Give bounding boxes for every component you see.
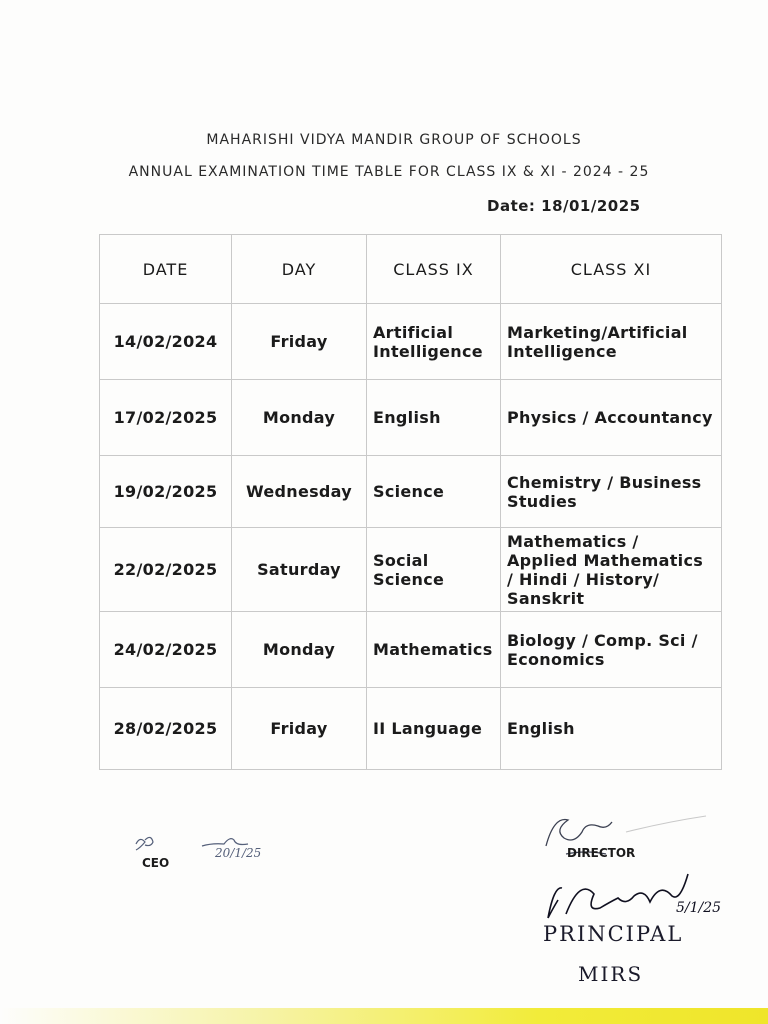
exam-day: Monday [232, 612, 367, 688]
class-xi-subject: Marketing/Artificial Intelligence [501, 304, 722, 380]
document-date: Date: 18/01/2025 [487, 197, 641, 215]
class-ix-subject: Science [367, 456, 501, 528]
exam-date: 22/02/2025 [100, 528, 232, 612]
exam-date: 17/02/2025 [100, 380, 232, 456]
class-xi-subject: Chemistry / Business Studies [501, 456, 722, 528]
school-code: MIRS [578, 962, 644, 986]
director-label: DIRECTOR [567, 846, 636, 860]
table-row [100, 304, 722, 380]
ceo-label: CEO [142, 856, 170, 870]
exam-day: Wednesday [232, 456, 367, 528]
document-title: ANNUAL EXAMINATION TIME TABLE FOR CLASS IX & XI - 2024 - 25 [128, 164, 650, 180]
exam-date: 14/02/2024 [100, 304, 232, 380]
exam-day: Monday [232, 380, 367, 456]
class-ix-subject: English [367, 380, 501, 456]
exam-day: Friday [232, 304, 367, 380]
principal-signature-date: 5/1/25 [676, 900, 722, 916]
highlight-strip [0, 1008, 768, 1024]
exam-date: 24/02/2025 [100, 612, 232, 688]
class-ix-subject: II Language [367, 688, 501, 770]
table-row [100, 688, 722, 770]
class-xi-subject: Biology / Comp. Sci / Economics [501, 612, 722, 688]
principal-signature [540, 874, 760, 924]
class-xi-subject: English [501, 688, 722, 770]
ceo-signature-date: 20/1/25 [215, 846, 262, 860]
class-ix-subject: Mathematics [367, 612, 501, 688]
school-name: MAHARISHI VIDYA MANDIR GROUP OF SCHOOLS [206, 132, 582, 148]
timetable [99, 234, 722, 770]
class-xi-subject: Mathematics / Applied Mathematics / Hindi / History/ Sanskrit [501, 528, 722, 612]
column-header-class-ix: CLASS IX [367, 235, 501, 304]
exam-day: Saturday [232, 528, 367, 612]
table-row [100, 456, 722, 528]
table-row [100, 528, 722, 612]
exam-date: 28/02/2025 [100, 688, 232, 770]
column-header-day: DAY [232, 235, 367, 304]
class-xi-subject: Physics / Accountancy [501, 380, 722, 456]
exam-day: Friday [232, 688, 367, 770]
class-ix-subject: Social Science [367, 528, 501, 612]
table-row [100, 612, 722, 688]
table-header-row [100, 235, 722, 304]
column-header-class-xi: CLASS XI [501, 235, 722, 304]
table-row [100, 380, 722, 456]
principal-label: PRINCIPAL [543, 922, 684, 946]
exam-date: 19/02/2025 [100, 456, 232, 528]
class-ix-subject: Artificial Intelligence [367, 304, 501, 380]
column-header-date: DATE [100, 235, 232, 304]
